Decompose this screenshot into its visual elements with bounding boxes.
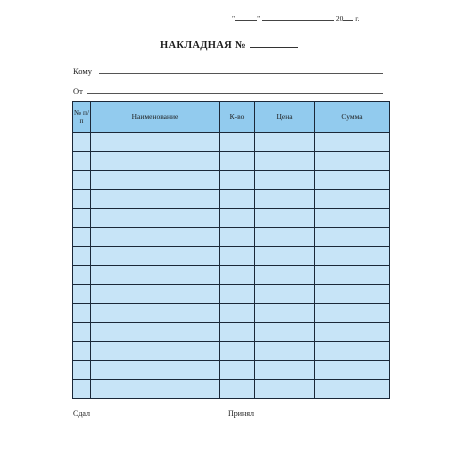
cell-sum[interactable]: [315, 304, 390, 323]
cell-sum[interactable]: [315, 361, 390, 380]
date-line: [232, 14, 382, 23]
cell-price[interactable]: [255, 228, 315, 247]
date-suffix: г.: [355, 14, 360, 23]
cell-sum[interactable]: [315, 133, 390, 152]
column-header-price: Цена: [255, 102, 315, 133]
date-close-quote: ": [257, 14, 261, 23]
column-header-quantity: К-во: [220, 102, 255, 133]
cell-quantity[interactable]: [220, 361, 255, 380]
from-label: От: [73, 86, 83, 96]
cell-sum[interactable]: [315, 171, 390, 190]
cell-name[interactable]: [91, 190, 220, 209]
cell-name[interactable]: [91, 342, 220, 361]
day-blank[interactable]: [235, 19, 257, 21]
cell-sum[interactable]: [315, 152, 390, 171]
cell-name[interactable]: [91, 247, 220, 266]
date-open-quote: ": [232, 14, 236, 23]
cell-quantity[interactable]: [220, 342, 255, 361]
cell-number[interactable]: [73, 323, 91, 342]
table-row: [73, 190, 390, 209]
cell-price[interactable]: [255, 304, 315, 323]
document-number-blank[interactable]: [250, 46, 298, 48]
invoice-table: [72, 101, 390, 399]
cell-number[interactable]: [73, 361, 91, 380]
cell-quantity[interactable]: [220, 247, 255, 266]
document-title-row: [160, 40, 298, 51]
cell-sum[interactable]: [315, 342, 390, 361]
table-row: [73, 285, 390, 304]
cell-quantity[interactable]: [220, 171, 255, 190]
cell-number[interactable]: [73, 171, 91, 190]
cell-price[interactable]: [255, 323, 315, 342]
handed-over-label: Сдал: [73, 409, 91, 418]
cell-number[interactable]: [73, 152, 91, 171]
cell-number[interactable]: [73, 342, 91, 361]
cell-quantity[interactable]: [220, 380, 255, 399]
cell-quantity[interactable]: [220, 190, 255, 209]
cell-name[interactable]: [91, 209, 220, 228]
cell-sum[interactable]: [315, 247, 390, 266]
cell-quantity[interactable]: [220, 285, 255, 304]
cell-name[interactable]: [91, 304, 220, 323]
cell-number[interactable]: [73, 285, 91, 304]
table-row: [73, 266, 390, 285]
cell-sum[interactable]: [315, 228, 390, 247]
table-row: [73, 133, 390, 152]
to-label: Кому: [73, 66, 92, 76]
month-blank[interactable]: [262, 19, 334, 21]
cell-quantity[interactable]: [220, 304, 255, 323]
document-title: НАКЛАДНАЯ №: [160, 40, 246, 51]
column-header-number: № п/п: [73, 102, 91, 133]
cell-sum[interactable]: [315, 380, 390, 399]
cell-number[interactable]: [73, 304, 91, 323]
cell-number[interactable]: [73, 228, 91, 247]
column-header-sum: Сумма: [315, 102, 390, 133]
cell-name[interactable]: [91, 228, 220, 247]
cell-price[interactable]: [255, 209, 315, 228]
cell-name[interactable]: [91, 361, 220, 380]
cell-quantity[interactable]: [220, 266, 255, 285]
cell-name[interactable]: [91, 266, 220, 285]
table-row: [73, 304, 390, 323]
table-row: [73, 228, 390, 247]
cell-price[interactable]: [255, 380, 315, 399]
table-row: [73, 152, 390, 171]
invoice-table-body: [73, 133, 390, 399]
table-row: [73, 323, 390, 342]
table-row: [73, 342, 390, 361]
cell-sum[interactable]: [315, 323, 390, 342]
cell-price[interactable]: [255, 133, 315, 152]
cell-quantity[interactable]: [220, 228, 255, 247]
table-row: [73, 247, 390, 266]
cell-price[interactable]: [255, 342, 315, 361]
from-field: [73, 86, 385, 96]
year-blank[interactable]: [343, 19, 353, 21]
table-row: [73, 209, 390, 228]
cell-price[interactable]: [255, 361, 315, 380]
cell-price[interactable]: [255, 266, 315, 285]
cell-name[interactable]: [91, 171, 220, 190]
invoice-table-header: [73, 102, 390, 133]
cell-name[interactable]: [91, 285, 220, 304]
cell-number[interactable]: [73, 266, 91, 285]
cell-sum[interactable]: [315, 209, 390, 228]
cell-name[interactable]: [91, 323, 220, 342]
cell-quantity[interactable]: [220, 209, 255, 228]
table-row: [73, 380, 390, 399]
cell-number[interactable]: [73, 190, 91, 209]
cell-sum[interactable]: [315, 266, 390, 285]
table-row: [73, 361, 390, 380]
cell-price[interactable]: [255, 190, 315, 209]
from-field-line[interactable]: [87, 93, 383, 94]
cell-number[interactable]: [73, 209, 91, 228]
cell-price[interactable]: [255, 285, 315, 304]
cell-price[interactable]: [255, 152, 315, 171]
to-field: [73, 66, 385, 76]
received-label: Принял: [228, 409, 255, 418]
cell-number[interactable]: [73, 247, 91, 266]
date-year-prefix: 20: [335, 14, 344, 23]
cell-quantity[interactable]: [220, 323, 255, 342]
cell-number[interactable]: [73, 133, 91, 152]
cell-quantity[interactable]: [220, 152, 255, 171]
cell-name[interactable]: [91, 152, 220, 171]
column-header-name: Наименование: [91, 102, 220, 133]
cell-name[interactable]: [91, 133, 220, 152]
to-field-line[interactable]: [99, 73, 383, 74]
cell-price[interactable]: [255, 247, 315, 266]
cell-number[interactable]: [73, 380, 91, 399]
cell-name[interactable]: [91, 380, 220, 399]
cell-sum[interactable]: [315, 285, 390, 304]
cell-sum[interactable]: [315, 190, 390, 209]
table-row: [73, 171, 390, 190]
cell-price[interactable]: [255, 171, 315, 190]
cell-quantity[interactable]: [220, 133, 255, 152]
